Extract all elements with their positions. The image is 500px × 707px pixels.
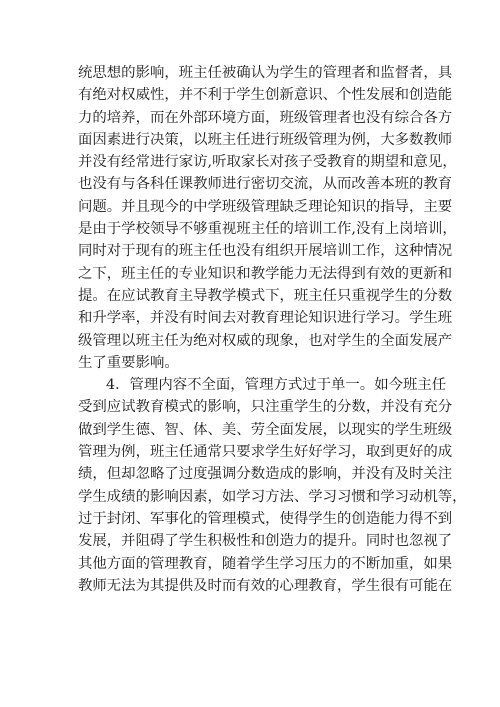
text-line: 发展，并阻碍了学生积极性和创造力的提升。同时也忽视了 — [78, 533, 453, 550]
text-line: 教师无法为其提供及时而有效的心理教育，学生很有可能在 — [78, 577, 453, 594]
text-line: 统思想的影响，班主任被确认为学生的管理者和监督者，具 — [78, 65, 453, 81]
text-line: 和升学率，并没有时间去对教育理论知识进行学习。学生班 — [78, 310, 453, 327]
text-line: 学生成绩的影响因素，如学习方法、学习习惯和学习动机等， — [78, 488, 467, 505]
body-text — [78, 62, 467, 597]
text-line: 也没有与各科任课教师进行密切交流，从而改善本班的教育 — [78, 176, 453, 193]
text-line: 有绝对权威性，并不利于学生创新意识、个性发展和创造能 — [78, 87, 453, 104]
paragraph-1 — [78, 62, 457, 374]
text-line: 问题。并且现今的中学班级管理缺乏理论知识的指导，主要 — [78, 198, 453, 215]
text-line: 提。在应试教育主导教学模式下，班主任只重视学生的分数 — [78, 287, 453, 304]
text-line: 过于封闭、军事化的管理模式，使得学生的创造能力得不到 — [78, 510, 453, 527]
text-line: 并没有经常进行家访,听取家长对孩子受教育的期望和意见， — [78, 154, 457, 171]
text-line: 生了重要影响。 — [78, 354, 179, 371]
text-line: 面因素进行决策，以班主任进行班级管理为例，大多数教师 — [78, 131, 453, 148]
text-line: 受到应试教育模式的影响，只注重学生的分数，并没有充分 — [78, 399, 453, 416]
text-line: 做到学生德、智、体、美、劳全面发展，以现实的学生班级 — [78, 421, 453, 438]
text-line: 力的培养，而在外部环境方面，班级管理者也没有综合各方 — [78, 109, 453, 126]
text-line: 绩，但却忽略了过度强调分数造成的影响，并没有及时关注 — [78, 466, 453, 483]
text-line: 之下，班主任的专业知识和教学能力无法得到有效的更新和 — [78, 265, 453, 282]
text-line: 管理为例，班主任通常只要求学生好好学习，取到更好的成 — [78, 444, 453, 461]
text-line: 同时对于现有的班主任也没有组织开展培训工作，这种情况 — [78, 243, 453, 260]
paragraph-2 — [78, 374, 467, 597]
text-line: 4．管理内容不全面，管理方式过于单一。如今班主任 — [106, 377, 447, 394]
text-line: 级管理以班主任为绝对权威的现象，也对学生的全面发展产 — [78, 332, 453, 349]
text-line: 是由于学校领导不够重视班主任的培训工作,没有上岗培训， — [78, 221, 457, 238]
text-line: 其他方面的管理教育，随着学生学习压力的不断加重，如果 — [78, 555, 453, 572]
